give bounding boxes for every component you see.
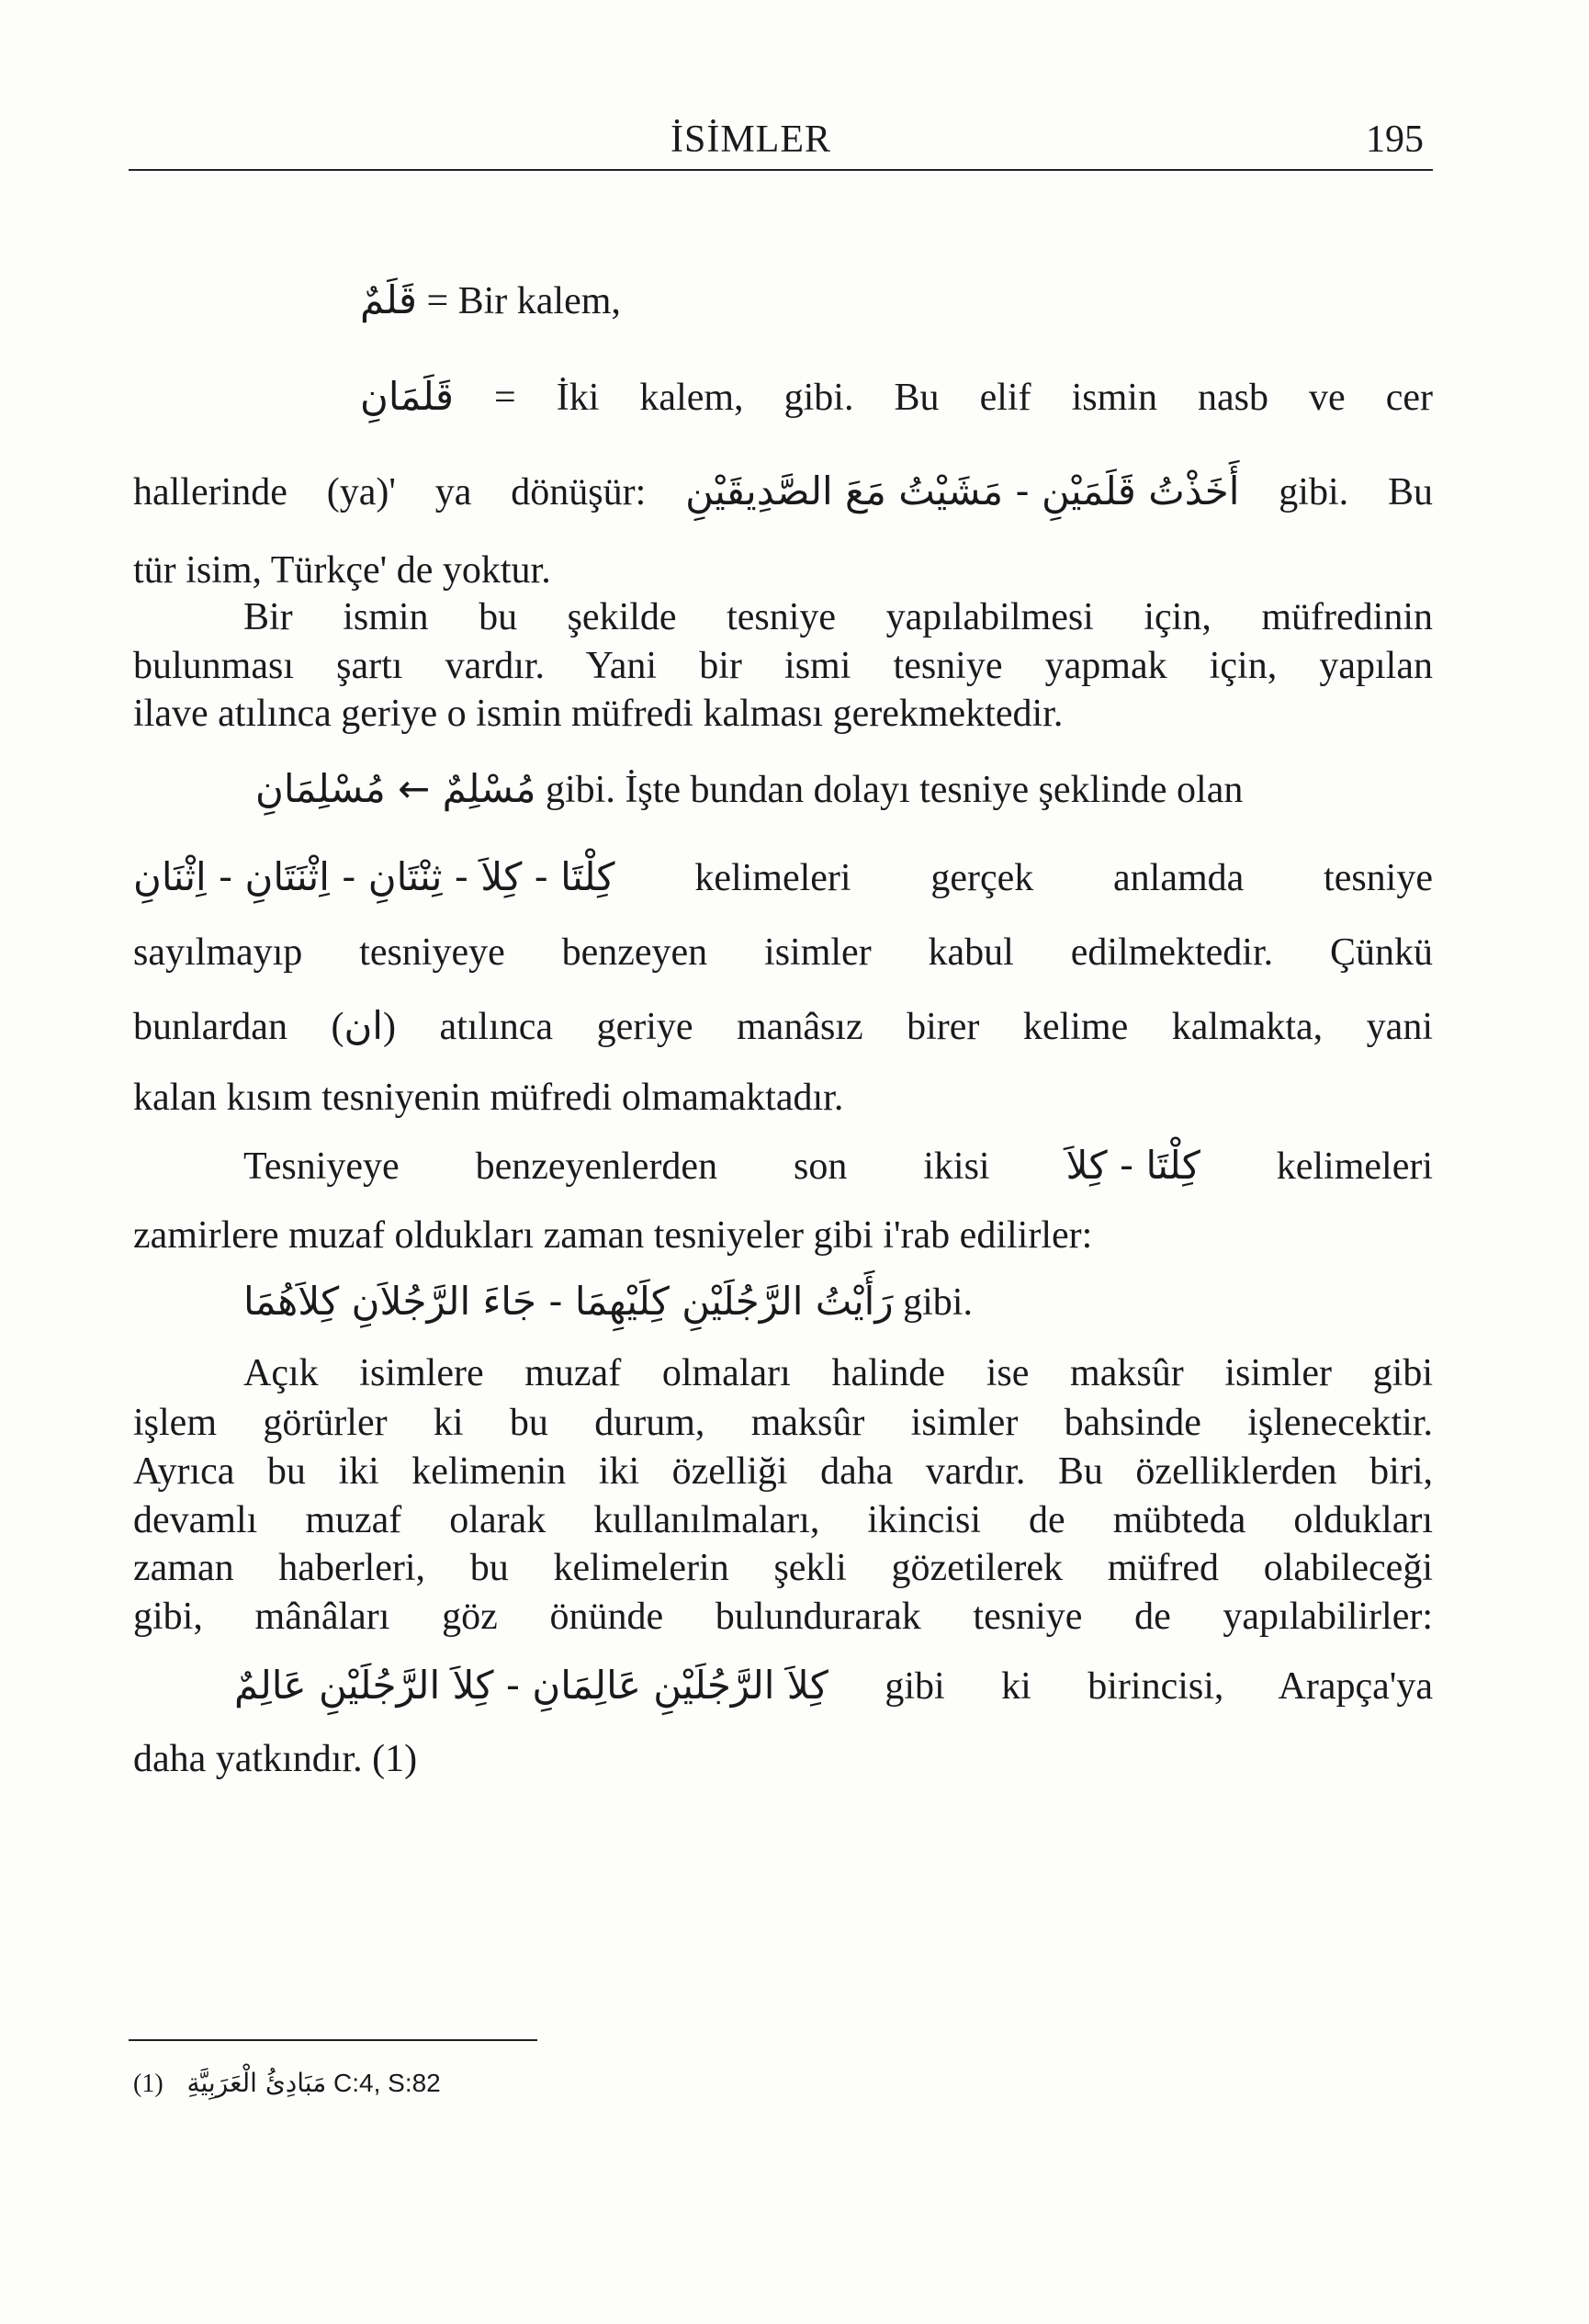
paragraph-line: ilave atılınca geriye o ismin müfredi kalması gerekmektedir. — [133, 693, 1064, 735]
paragraph-line: sayılmayıp tesniyeye benzeyen isimler kabul edilmektedir. Çünkü — [133, 931, 1433, 974]
line-text: = İki kalem, gibi. Bu elif ismin nasb ve cer — [493, 377, 1434, 419]
arabic-word: قَلَمَانِ — [360, 374, 454, 419]
footnote-mark: (1) — [133, 2070, 163, 2098]
paragraph-line: gibi, mânâları göz önünde bulundurarak tesniye de yapılabilirler: — [133, 1596, 1433, 1638]
paragraph-line: işlem görürler ki bu durum, maksûr isimler bahsinde işlenecektir. — [133, 1402, 1433, 1444]
paragraph-line — [243, 1277, 973, 1327]
paragraph-line: daha yatkındır. (1) — [133, 1738, 418, 1780]
example-line-2 — [360, 372, 1433, 423]
arabic-example: كِلْتَا - كِلاَ - ثِنْتَانِ - اِثْنَتَانِ - اِثْنَانِ — [133, 854, 615, 899]
footnote-divider — [129, 2039, 537, 2041]
paragraph-line: zamirlere muzaf oldukları zaman tesniyeler gibi i'rab edilirler: — [133, 1214, 1093, 1257]
paragraph-line: Bir ismin bu şekilde tesniye yapılabilmesi için, müfredinin — [243, 596, 1433, 638]
example-line-1 — [360, 276, 621, 326]
arabic-example: كِلْتَا - كِلاَ — [1065, 1143, 1200, 1188]
arabic-example: كِلاَ الرَّجُلَيْنِ عَالِمَانِ - كِلاَ الرَّجُلَيْنِ عَالِمٌ — [234, 1663, 828, 1708]
arabic-example: مُسْلِمٌ ← مُسْلِمَانِ — [255, 766, 536, 811]
paragraph-line: Ayrıca bu iki kelimenin iki özelliği daha vardır. Bu özelliklerden biri, — [133, 1450, 1433, 1493]
paragraph-line: zaman haberleri, bu kelimelerin şekli gözetilerek müfred olabileceği — [133, 1547, 1433, 1589]
line-text: kelimeleri — [1276, 1145, 1434, 1188]
paragraph-line — [255, 764, 1243, 815]
paragraph-line: devamlı muzaf olarak kullanılmaları, ikincisi de mübteda oldukları — [133, 1499, 1433, 1541]
running-title: İSİMLER — [671, 118, 831, 161]
footnote — [133, 2065, 441, 2103]
paragraph-line: kalan kısım tesniyenin müfredi olmamaktadır. — [133, 1077, 844, 1119]
line-text: gibi. — [903, 1281, 973, 1324]
arabic-suffix: ان — [344, 1003, 383, 1048]
line-text: bunlardan ( — [133, 1006, 344, 1048]
paragraph-line: tür isim, Türkçe' de yoktur. — [133, 549, 551, 592]
paragraph-line — [234, 1661, 1433, 1711]
page-header — [129, 118, 1433, 171]
arabic-example: رَأَيْتُ الرَّجُلَيْنِ كِلَيْهِمَا - جَاءَ الرَّجُلاَنِ كِلاَهُمَا — [243, 1279, 894, 1324]
footnote-source: مَبَادِئُ الْعَرَبِيَّةِ — [186, 2068, 327, 2098]
line-text: gibi. İşte bundan dolayı tesniye şeklinde olan — [546, 769, 1244, 811]
line-text: ) atılınca geriye manâsız birer kelime kalmakta, yani — [382, 1006, 1433, 1048]
arabic-word: قَلَمٌ — [360, 277, 417, 322]
line-text: gibi. Bu — [1279, 471, 1433, 513]
arabic-example: أَخَذْتُ قَلَمَيْنِ - مَشَيْتُ مَعَ الصَّدِيقَيْنِ — [685, 468, 1240, 513]
paragraph-line — [243, 1141, 1433, 1191]
paragraph-line: Açık isimlere muzaf olmaları halinde ise maksûr isimler gibi — [243, 1352, 1433, 1394]
paragraph-line — [133, 1001, 1433, 1052]
paragraph-line — [133, 852, 1433, 903]
paragraph-line — [133, 467, 1433, 517]
line-text: kelimeleri gerçek anlamda tesniye — [694, 857, 1433, 899]
line-text: hallerinde (ya)' ya dönüşür: — [133, 471, 647, 513]
paragraph-line: bulunması şartı vardır. Yani bir ismi tesniye yapmak için, yapılan — [133, 645, 1433, 687]
line-text: = Bir kalem, — [426, 280, 621, 322]
page-number: 195 — [1366, 118, 1424, 161]
line-text: gibi ki birincisi, Arapça'ya — [885, 1665, 1433, 1708]
line-text: Tesniyeye benzeyenlerden son ikisi — [243, 1145, 990, 1188]
footnote-reference: C:4, S:82 — [333, 2069, 441, 2097]
